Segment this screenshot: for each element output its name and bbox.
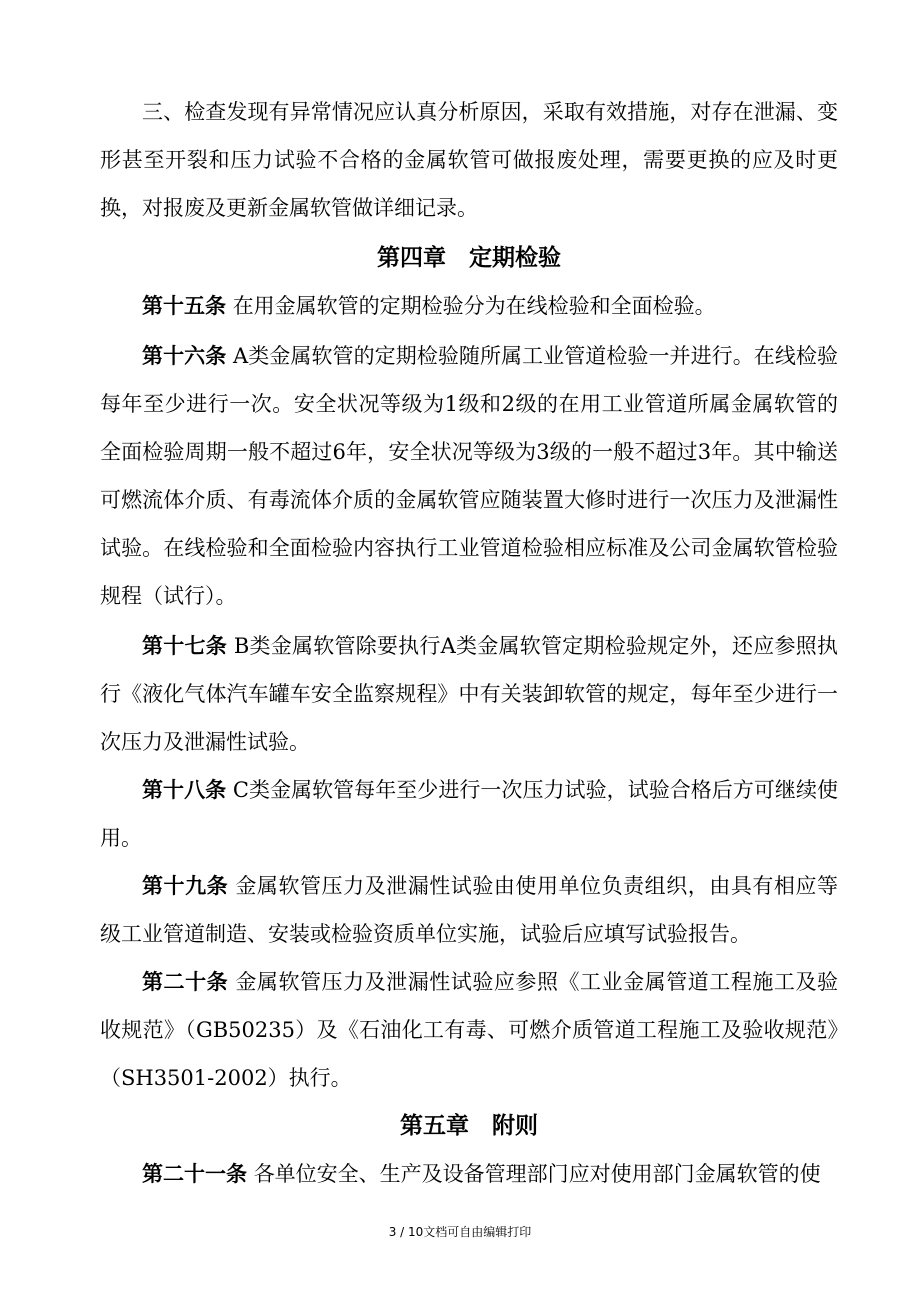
article-17 (100, 622, 838, 766)
article-16 (100, 332, 838, 620)
article-17-label: 第十七条 (142, 633, 227, 658)
article-19-label: 第十九条 (142, 873, 229, 898)
intro-text: 三、检查发现有异常情况应认真分析原因，采取有效措施，对存在泄漏、变形甚至开裂和压力试验不合格的金属软管可做报废处理，需要更换的应及时更换，对报废及更新金属软管做详细记录。 (100, 100, 838, 220)
article-21 (100, 1150, 838, 1198)
article-18-label: 第十八条 (142, 777, 227, 802)
article-20 (100, 958, 838, 1102)
article-16-text: A类金属软管的定期检验随所属工业管道检验一并进行。在线检验每年至少进行一次。安全状况等级为1级和2级的在用工业管道所属金属软管的全面检验周期一般不超过6年，安全状况等级为3级的一般不超过3年。其中输送可燃流体介质、有毒流体介质的金属软管应随装置大修时进行一次压力及泄漏性试验。在线检验和全面检验内容执行工业管道检验相应标准及公司金属软管检验规程（试行）。 (100, 344, 838, 608)
article-19 (100, 862, 838, 958)
article-15-label: 第十五条 (142, 293, 226, 318)
chapter-5-heading: 第五章 附则 (400, 1112, 538, 1139)
article-20-text: 金属软管压力及泄漏性试验应参照《工业金属管道工程施工及验收规范》（GB50235）及《石油化工有毒、可燃介质管道工程施工及验收规范》（SH3501-2002）执行。 (100, 970, 838, 1090)
article-15 (100, 282, 838, 330)
article-15-text: 在用金属软管的定期检验分为在线检验和全面检验。 (232, 294, 716, 318)
article-19-text: 金属软管压力及泄漏性试验由使用单位负责组织，由具有相应等级工业管道制造、安装或检验资质单位实施，试验后应填写试验报告。 (100, 874, 838, 946)
article-21-text: 各单位安全、生产及设备管理部门应对使用部门金属软管的使 (253, 1162, 821, 1186)
article-16-label: 第十六条 (142, 343, 227, 368)
article-20-label: 第二十条 (142, 969, 229, 994)
chapter-4-heading: 第四章 定期检验 (377, 244, 561, 271)
article-18-text: C类金属软管每年至少进行一次压力试验，试验合格后方可继续使用。 (100, 778, 838, 850)
page-footer: 3 / 10文档可自由编辑打印 (388, 1225, 532, 1239)
article-17-text: B类金属软管除要执行A类金属软管定期检验规定外，还应参照执行《液化气体汽车罐车安全监察规程》中有关装卸软管的规定，每年至少进行一次压力及泄漏性试验。 (100, 634, 838, 754)
article-21-label: 第二十一条 (142, 1161, 247, 1186)
paragraph-intro (100, 88, 838, 232)
article-18 (100, 766, 838, 862)
